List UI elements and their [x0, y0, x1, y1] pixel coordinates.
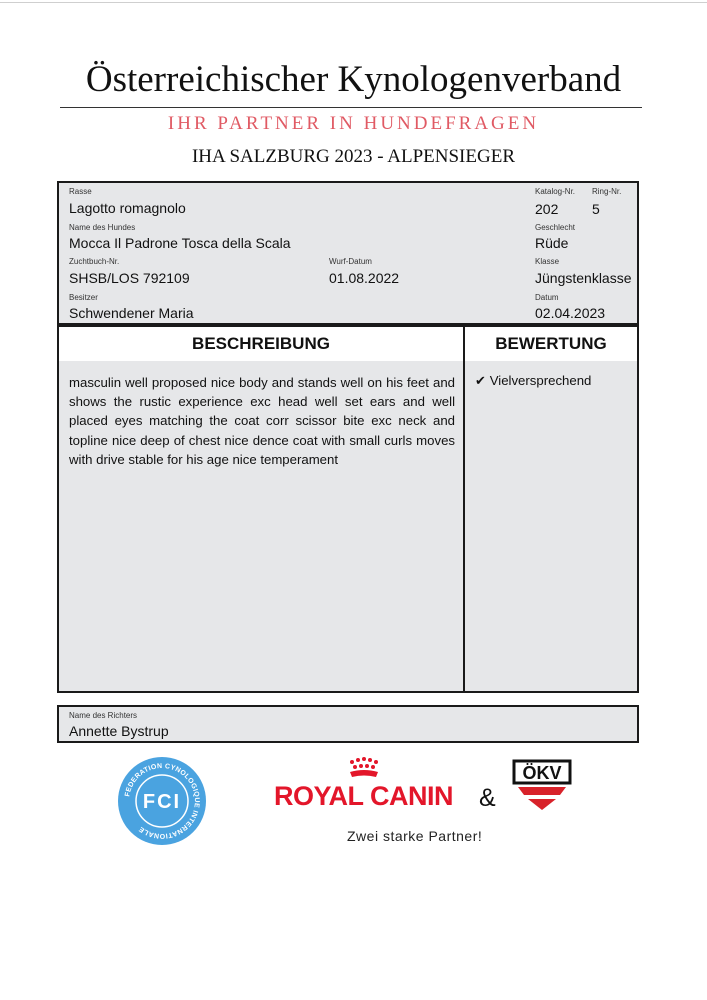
ring-value: 5	[592, 201, 600, 217]
rating-header: BEWERTUNG	[495, 334, 607, 353]
catalog-label: Katalog-Nr.	[535, 187, 576, 196]
description-header: BESCHREIBUNG	[192, 334, 330, 353]
date-label: Datum	[535, 293, 559, 302]
ring-label: Ring-Nr.	[592, 187, 622, 196]
judge-panel	[57, 705, 639, 743]
judge-name: Annette Bystrup	[69, 723, 169, 739]
catalog-value: 202	[535, 201, 559, 217]
evaluation-header	[57, 325, 639, 363]
royal-canin-crown-icon	[342, 757, 386, 779]
sex-value: Rüde	[535, 235, 569, 251]
partner-tagline: Zwei starke Partner!	[347, 828, 483, 844]
body-divider	[463, 361, 465, 691]
tagline: IHR PARTNER IN HUNDEFRAGEN	[167, 113, 540, 134]
judge-label: Name des Richters	[69, 711, 138, 720]
ampersand: &	[479, 784, 496, 812]
date-value: 02.04.2023	[535, 305, 606, 321]
birth-date-value: 01.08.2022	[329, 270, 400, 286]
evaluation-body	[57, 361, 639, 693]
okv-logo	[512, 759, 572, 811]
class-value: Jüngstenklasse	[535, 270, 632, 286]
birth-date-label: Wurf-Datum	[329, 257, 372, 266]
title-underline	[60, 107, 642, 108]
dog-name-value: Mocca Il Padrone Tosca della Scala	[69, 235, 291, 251]
top-rule	[0, 2, 707, 3]
okv-text: ÖKV	[522, 763, 562, 783]
description-text: masculin well proposed nice body and stands well on his feet and shows the rustic experience exc head well set ears and well placed eyes matching the coat corr scissor bite exc neck and topline nice deep of chest nice dence coat with small curls moves with drive stable for his age nice temperament	[69, 375, 455, 467]
breed-label: Rasse	[69, 187, 92, 196]
owner-value: Schwendener Maria	[69, 305, 194, 321]
fci-abbr: FCI	[142, 791, 182, 813]
breed-value: Lagotto romagnolo	[69, 200, 186, 216]
class-label: Klasse	[535, 257, 560, 266]
event-title: IHA SALZBURG 2023 - ALPENSIEGER	[191, 146, 515, 167]
sex-label: Geschlecht	[535, 223, 576, 232]
dog-name-label: Name des Hundes	[69, 223, 136, 232]
studbook-label: Zuchtbuch-Nr.	[69, 257, 120, 266]
fci-ring-text: FEDERATION CYNOLOGIQUE INTERNATIONALE	[124, 762, 201, 840]
owner-label: Besitzer	[69, 293, 98, 302]
royal-canin-logo: ROYAL CANIN	[274, 781, 454, 811]
rating-value: ✔ Vielversprechend	[475, 373, 592, 388]
dog-info-panel	[57, 181, 639, 325]
org-title: Österreichischer Kynologenverband	[85, 59, 622, 100]
fci-logo	[117, 756, 207, 846]
studbook-value: SHSB/LOS 792109	[69, 270, 190, 286]
